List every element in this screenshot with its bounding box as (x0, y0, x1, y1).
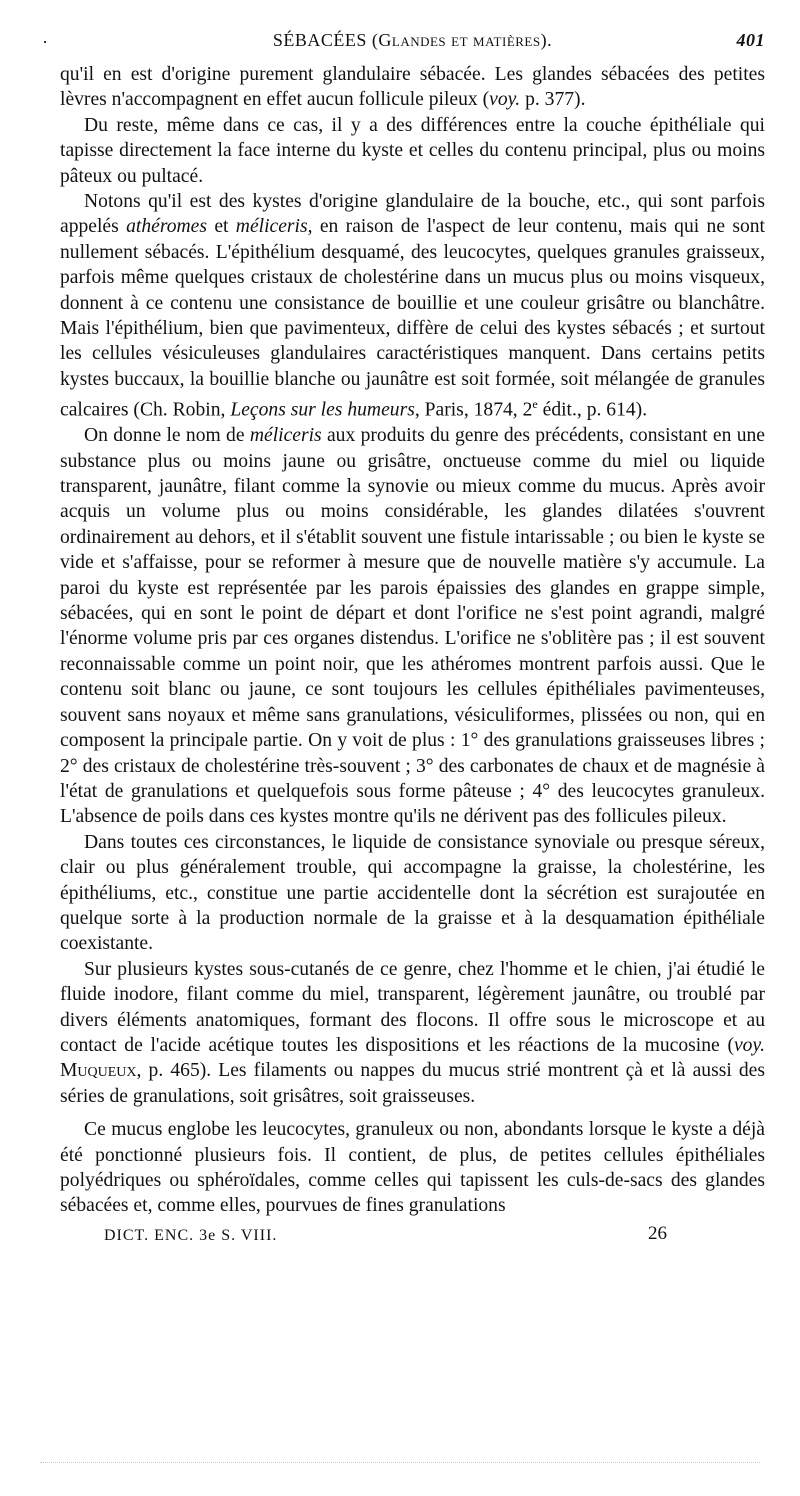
text-run: , p. 465). Les filaments ou nappes du mucus strié montrent çà et là aussi des séries de granulations, soit grisâtres, soit graisseuses. (60, 1060, 765, 1107)
sheet-number: 26 (648, 1222, 667, 1244)
article-body (60, 62, 765, 1219)
italic-text: voy. (489, 89, 521, 111)
margin-mark: · (42, 32, 49, 52)
running-title (60, 30, 765, 51)
text-run: Notons qu'il est des kystes d'origine glandulaire de la bouche, etc., qui sont parfois appelés (60, 191, 765, 238)
text-run: Ce mucus englobe les leucocytes, granuleux ou non, abondants lorsque le kyste a déjà été ponctionné plusieurs fois. Il contient, de plus, de petites cellules épithéliales polyédriques ou sphéroïdales, comme celles qui tapissent les culs-de-sacs des glandes sébacées et, comme elles, pourvues de fines granulations (60, 1119, 765, 1217)
text-run: édit., p. 614). (537, 399, 648, 421)
italic-text: athéromes (126, 216, 207, 238)
page-footer (60, 1223, 765, 1253)
text-run: , Paris, 1874, 2 (414, 399, 533, 421)
running-title-main: SÉBACÉES ( (272, 30, 379, 50)
paragraph (60, 113, 765, 189)
text-run: , en raison de l'aspect de leur contenu, mais qui ne sont nullement sébacés. L'épithélium desquamé, des leucocytes, quelques granules graisseux, parfois même quelques cristaux de cholestérine dans un mucus plus ou moins visqueux, donnent à ce contenu une consistance de bouillie et une couleur grisâtre ou blanchâtre. Mais l'épithélium, bien que pavimenteux, diffère de celui des kystes sébacés ; et surtout les cellules vésiculeuses glandulaires caractéristiques manquent. Dans certains petits kystes buccaux, la bouillie blanche ou jaunâtre est soit formée, soit mélangée de granules calcaires (Ch. Robin, (60, 216, 765, 421)
text-run: et (207, 216, 236, 238)
smallcaps-text: Muqueux (60, 1060, 137, 1082)
text-run: Du reste, même dans ce cas, il y a des différences entre la couche épithéliale qui tapisse directement la face interne du kyste et celles du contenu principal, plus ou moins pâteux ou pultacé. (60, 114, 765, 187)
italic-text: méliceris (249, 425, 322, 447)
superscript: e (532, 397, 538, 412)
text-run: aux produits du genre des précédents, consistant en une substance plus ou moins jaune ou grisâtre, onctueuse comme du miel ou liquide transparent, jaunâtre, filant comme la synovie ou mieux comme du mucus. Après avoir acquis un volume plus ou moins considérable, les glandes dilatées s'ouvrent ordinairement au dehors, et il s'établit souvent une fistule intarissable ; ou bien le kyste se vide et s'affaisse, pour se reformer à mesure que de nouvelle matière s'y accumule. La paroi du kyste est représentée par les parois épaissies des glandes en grappe simple, sébacées, qui en sont le point de départ et dont l'orifice ne s'est point agrandi, malgré l'énorme volume pris par ces organes distendus. L'orifice ne s'oblitère pas ; il est souvent reconnaissable comme un point noir, que les athéromes montrent parfois aussi. Que le contenu soit blanc ou jaune, ce sont toujours les cellules épithéliales pavimenteuses, souvent sans noyaux et même sans granulations, vésiculiformes, plissées ou non, qui en composent la principale partie. On y voit de plus : 1° des granulations graisseuses libres ; 2° des cristaux de cholestérine très-souvent ; 3° des carbonates de chaux et de magnésie à l'état de granulations et quelquefois sous forme pâteuse ; 4° des leucocytes granuleux. L'absence de poils dans ces kystes montre qu'ils ne dérivent pas des follicules pileux. (60, 425, 765, 828)
italic-text: méliceris (235, 216, 308, 238)
paragraph (60, 62, 765, 113)
show-through-line (40, 1462, 760, 1471)
text-run: Dans toutes ces circonstances, le liquide de consistance synoviale ou presque séreux, clair ou plus généralement trouble, qui accompagne la graisse, la cholestérine, les épithéliums, etc., constitue une partie accidentelle dont la sécrétion est surajoutée en quelque sorte à la production normale de la graisse et à la desquamation épithéliale coexistante. (60, 831, 765, 955)
text-run: qu'il en est d'origine purement glandulaire sébacée. Les glandes sébacées des petites lèvres n'accompagnent en effet aucun follicule pileux ( (60, 64, 765, 111)
running-head (42, 30, 765, 62)
text-run: On donne le nom de (84, 425, 250, 447)
signature-mark: DICT. ENC. 3e S. VIII. (104, 1226, 278, 1244)
text-run: p. 377). (520, 89, 586, 111)
paragraph (60, 957, 765, 1109)
running-title-smallcaps: Glandes et matières (378, 30, 541, 50)
page-number: 401 (736, 30, 765, 50)
text-run: Sur plusieurs kystes sous-cutanés de ce genre, chez l'homme et le chien, j'ai étudié le fluide inodore, filant comme du miel, transparent, légèrement jaunâtre, ou troublé par divers éléments anatomiques, formant des flocons. Il offre sous le microscope et au contact de l'acide acétique toutes les dispositions et les réactions de la mucosine ( (60, 958, 765, 1056)
italic-text: Leçons sur les humeurs (230, 399, 415, 421)
italic-text: voy. (733, 1034, 765, 1056)
paragraph (60, 423, 765, 830)
paragraph (60, 830, 765, 957)
page (42, 30, 765, 1253)
paragraph (60, 1117, 765, 1219)
paragraph (60, 189, 765, 423)
running-title-end: ). (540, 30, 553, 50)
